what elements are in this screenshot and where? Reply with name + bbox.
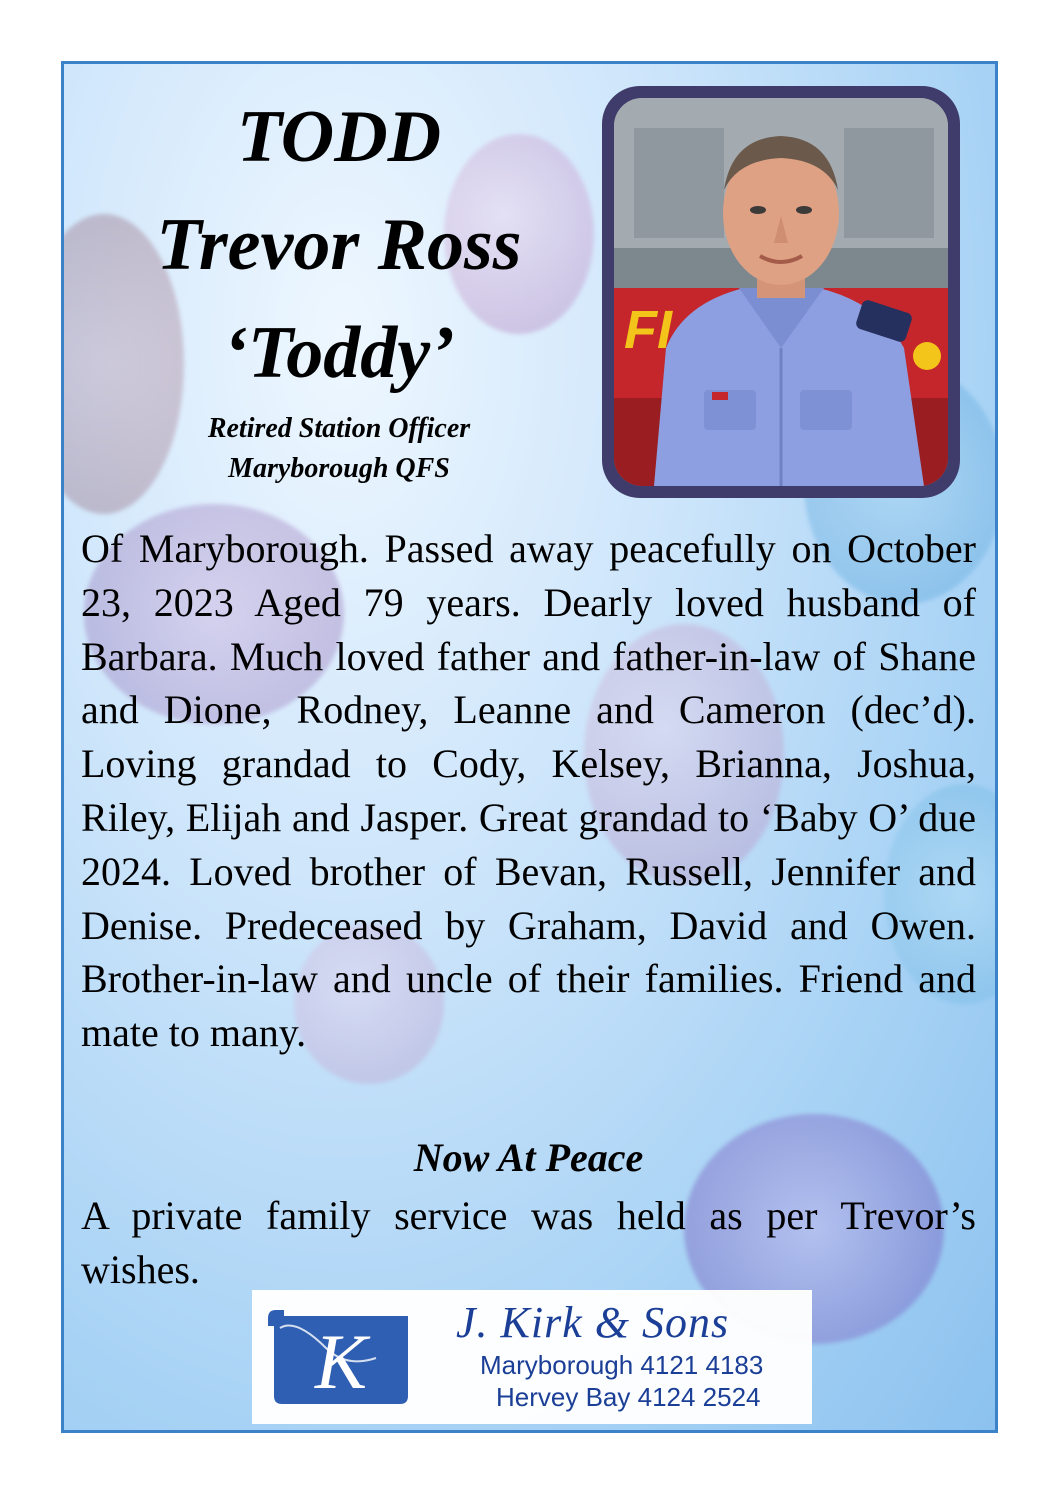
nickname-heading: ‘Toddy’	[223, 312, 455, 394]
hervey-bay-phone: Hervey Bay 4124 2524	[496, 1382, 761, 1412]
service-note: A private family service was held as per Trevor’s wishes.	[81, 1193, 976, 1292]
scroll-emblem-icon	[266, 1308, 416, 1408]
closing-heading: Now At Peace	[413, 1135, 644, 1180]
obituary-text: Of Maryborough. Passed away peacefully on October 23, 2023 Aged 79 years. Dearly loved husband of Barbara. Much loved father and father-in-law of Shane and Dione, Rodney, Leanne and Cameron (dec’d). Loving grandad to Cody, Kelsey, Brianna, Joshua, Riley, Elijah and Jasper. Great grandad to ‘Baby O’ due 2024. Loved brother of Bevan, Russell, Jennifer and Denise. Predeceased by Graham, David and Owen. Brother-in-law and uncle of their families. Friend and mate to many.	[81, 526, 976, 1056]
portrait-icon	[614, 98, 948, 486]
emblem-letter: K	[314, 1318, 368, 1405]
portrait-frame	[602, 86, 960, 498]
funeral-director-logo	[252, 1290, 812, 1424]
maryborough-phone: Maryborough 4121 4183	[480, 1350, 764, 1380]
obituary-card	[61, 61, 998, 1433]
portrait-photo	[614, 98, 948, 486]
station-subtitle: Maryborough QFS	[228, 453, 450, 484]
given-names-heading: Trevor Ross	[156, 204, 522, 286]
role-subtitle: Retired Station Officer	[207, 413, 471, 444]
funeral-director-name: J. Kirk & Sons	[456, 1298, 730, 1347]
surname-heading: TODD	[236, 96, 442, 178]
truck-lettering: FI	[624, 300, 672, 360]
kirk-emblem-icon	[266, 1308, 416, 1408]
